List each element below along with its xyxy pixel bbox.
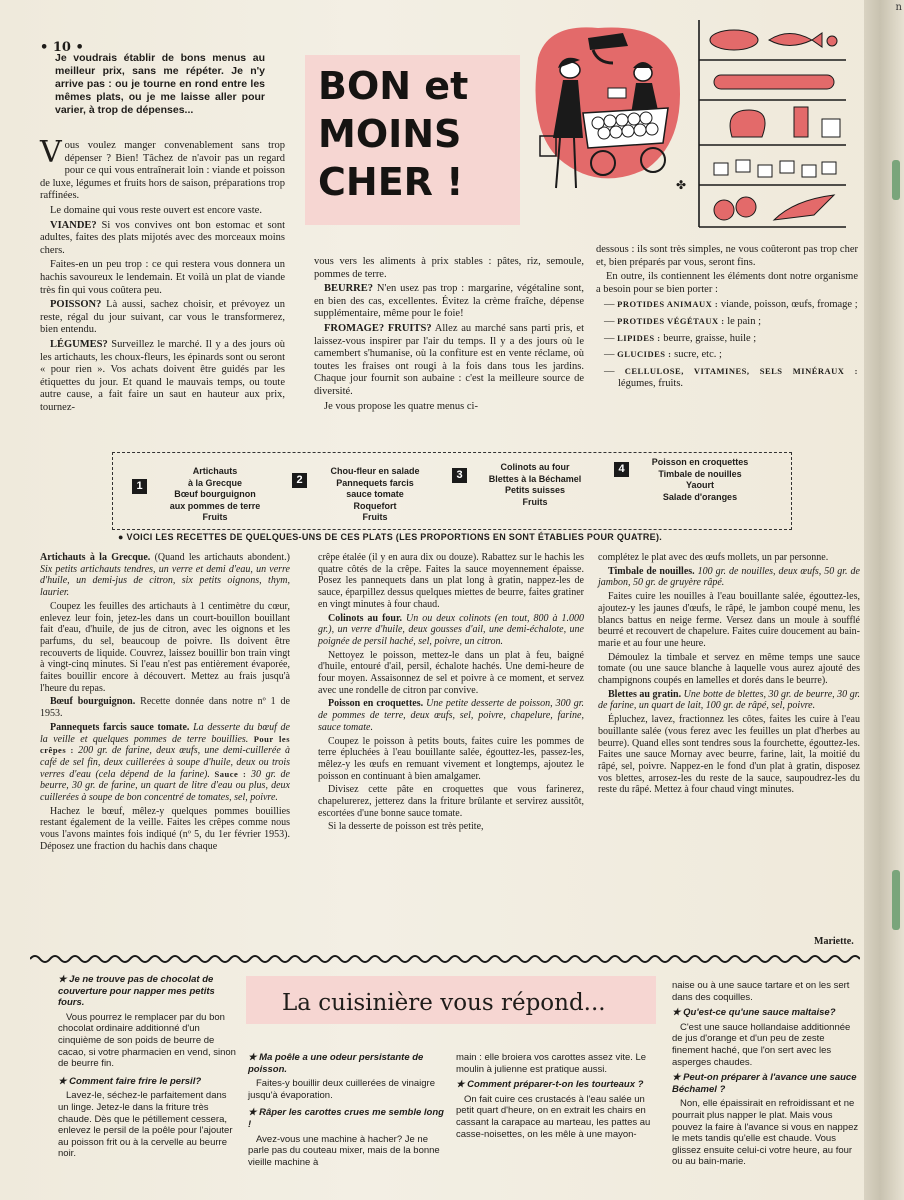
wavy-divider — [30, 952, 860, 966]
article-column-3 — [596, 244, 858, 394]
question: ★ Râper les carottes crues me semble long ! — [248, 1107, 444, 1130]
recipe-blettes: Blettes au gratin. Une botte de blettes, 30 gr. de beurre, 30 gr. de farine, un quart de lait, 100 gr. de râpé, sel, poivre. — [598, 688, 860, 712]
paragraph: crêpe étalée (il y en aura dix ou douze). Rabattez sur le hachis les quatre côtés de la crêpe. Faites la sauce moyennement épaisse. Posez les pannequets dans un plat long à gratin, nappez-les de sauce, éparpillez dessus quelques miettes de beurre, faites gratiner en vingt minutes à four chaud. — [318, 552, 584, 610]
edge-color-mark — [892, 160, 900, 200]
market-illustration — [528, 18, 688, 198]
article-column-1 — [40, 135, 285, 416]
recipe-column-1 — [40, 552, 290, 855]
answer: On fait cuire ces crustacés à l'eau salée un petit quart d'heure, on en extrait les chairs en cassant la carapace au marteau, les pattes au casse-noisettes, on les mêle à une mayon- — [456, 1093, 651, 1140]
question: ★ Qu'est-ce qu'une sauce maltaise? — [672, 1007, 836, 1019]
paragraph: VIANDE? Si vos convives ont bon estomac et sont adultes, faites des plats mijotés avec des morceaux moins chers. — [40, 219, 285, 256]
question: ★ Je ne trouve pas de chocolat de couverture pour napper mes petits fours. — [58, 974, 215, 1009]
recipe-timbale: Timbale de nouilles. 100 gr. de nouilles, deux œufs, 50 gr. de jambon, 50 gr. de gruyère râpé. — [598, 565, 860, 589]
next-page-edge — [864, 0, 904, 1200]
paragraph: FROMAGE? FRUITS? Allez au marché sans parti pris, et laissez-vous inspirer par l'air du temps. Il y a des jours où le camembert s'humanise, où la confiture est en vente réclame, où toutes les fraises ont rougi à la fois dans tous les jardins. Chaque jour fournit son aubaine : c'est la meilleure source de diversité. — [314, 322, 584, 397]
list-item: — GLUCIDES : sucre, etc. ; — [604, 349, 722, 361]
answer: Lavez-le, séchez-le parfaitement dans un linge. Jetez-le dans la friture très chaude. Dès que le pétillement cessera, enlevez le persil de la poêle pour l'ajouter au poisson frit ou à la cervelle au beurre noir. — [58, 1090, 233, 1160]
menu-number: 4 — [614, 462, 629, 477]
paragraph: Divisez cette pâte en croquettes que vous farinerez, chapelurerez, jetterez dans la friture brûlante et servirez aussitôt, escortées d'une bonne sauce tomate. — [318, 784, 584, 819]
paragraph: ous voulez manger convenablement sans trop dépenser ? Bien! Tâchez de n'avoir pas un regard pour ce qui vous entraînerait loin : viande et poisson de luxe, légumes et fruits hors de saison, préparations trop raffinées. — [40, 140, 285, 202]
paragraph: LÉGUMES? Surveillez le marché. Il y a des jours où les artichauts, les choux-fleurs, les épinards sont ou seront « pour rien ». Vos achats doivent être guidés par les étiquettes du jour. Et quand le mauvais temps, ou toute autre cause, a fait faire un saut en hauteur aux prix, tournez- — [40, 338, 285, 413]
answer: naise ou à une sauce tartare et on les sert dans des coquilles. — [672, 980, 850, 1003]
paragraph: Le domaine qui vous reste ouvert est encore vaste. — [50, 204, 262, 216]
paragraph: Si la desserte de poisson est très petite, — [328, 821, 484, 833]
food-shelf-illustration — [694, 15, 849, 230]
list-item: — LIPIDES : beurre, graisse, huile ; — [604, 332, 757, 344]
edge-letter: n — [895, 2, 902, 13]
title-line-1: BON et — [318, 64, 469, 108]
paragraph: Nettoyez le poisson, mettez-le dans un plat à feu, baigné d'huile, entouré d'ail, persil, échalote hachés. Une demi-heure de four moyen. Assaisonnez de sel et poivre à ce moment, et servez avec une rondelle de citron par convive. — [318, 649, 584, 696]
paragraph: Faites cuire les nouilles à l'eau bouillante salée, égouttez-les, ajoutez-y les jaunes d'œufs, le râpé, le jambon coupé menu, les blancs battus en neige ferme. Versez dans un moule à soufflé beurré et recouvert de chapelure. Faites cuire doucement au bain-marie et au four une heure. — [598, 591, 860, 649]
paragraph: POISSON? Là aussi, sachez choisir, et prévoyez un reste, régal du jour suivant, car vous le transformerez, bien entendu. — [40, 299, 285, 336]
edge-color-mark — [892, 870, 900, 930]
paragraph: dessous : ils sont très simples, ne vous coûteront pas trop cher et, bien préparés par vous, seront fins. — [596, 244, 858, 268]
menu-2: Chou-fleur en salade Pannequets farcis sauce tomate Roquefort Fruits — [330, 466, 420, 522]
page-number: • 10 • — [40, 40, 84, 55]
dropcap: V — [40, 135, 62, 170]
paragraph: complétez le plat avec des œufs mollets, un par personne. — [598, 552, 829, 563]
recipe-column-3 — [598, 552, 860, 798]
qa-column-3 — [456, 1052, 652, 1144]
paragraph: Coupez le poisson à petits bouts, faites cuire les pommes de terre épluchées à l'eau bouillante salée, égouttez-les, passez-les, mêlez-y les œufs en remuant vivement et longtemps, ajoutez le poisson en continuant à bien amalgamer. — [318, 735, 584, 782]
qa-column-1 — [58, 974, 238, 1164]
list-item: — PROTIDES VÉGÉTAUX : le pain ; — [604, 315, 762, 327]
nutrient-list — [596, 298, 858, 391]
paragraph: BEURRE? N'en usez pas trop : margarine, végétaline sont, en bien des cas, excellentes. Évitez la crème fraîche, dépense supplémentaire, même pour le foie! — [314, 283, 584, 320]
reply-section-title: La cuisinière vous répond... — [282, 990, 606, 1016]
author-signature: Mariette. — [814, 936, 854, 947]
recipes-heading: ● VOICI LES RECETTES DE QUELQUES-UNS DE CES PLATS (LES PROPORTIONS EN SONT ÉTABLIES POUR QUATRE). — [118, 532, 663, 542]
answer: C'est une sauce hollandaise additionnée de jus d'orange et d'un peu de zeste finement haché, que l'on sert avec les asperges chaudes. — [672, 1021, 851, 1068]
paragraph: En outre, ils contiennent les éléments dont notre organisme a besoin pour se bien porter : — [596, 271, 858, 295]
qa-column-4 — [672, 980, 862, 1172]
menu-number: 1 — [132, 479, 147, 494]
paragraph: vous vers les aliments à prix stables : pâtes, riz, semoule, pommes de terre. — [314, 256, 584, 280]
menu-4: Poisson en croquettes Timbale de nouilles Yaourt Salade d'oranges — [651, 457, 749, 502]
question: ★ Comment préparer-t-on les tourteaux ? — [456, 1079, 644, 1091]
paragraph: Je vous propose les quatre menus ci- — [324, 400, 478, 412]
list-item: — PROTIDES ANIMAUX : viande, poisson, œufs, fromage ; — [604, 299, 858, 311]
paragraph: Faites-en un peu trop : ce qui restera vous donnera un hachis savoureux le lendemain. Et voilà un plat de viande très fin qui vous coûtera peu. — [40, 259, 285, 296]
paragraph: Hachez le bœuf, mêlez-y quelques pommes bouillies restant également de la veille. Faites les crêpes comme nous vous l'avons maintes fois indiqué (nº 5, du 1er février 1953). Déposez une fraction du hachis dans chaque — [40, 805, 290, 852]
recipe-boeuf: Bœuf bourguignon. Recette donnée dans notre nº 1 de 1953. — [40, 696, 290, 720]
menu-3: Colinots au four Blettes à la Béchamel Petits suisses Fruits — [488, 462, 582, 507]
paragraph: Épluchez, lavez, fractionnez les côtes, faites les cuire à l'eau bouillante salée (vous ferez avec les feuilles un plat d'herbes au beurre). Quand elles sont tendres sous la fourchette, égouttez-les. Faites une sauce Mornay avec beurre, farine, lait, la moitié du râpé, sel, poivre. Nappez-en le fond d'un plat à gratin, disposez vos blettes, arrosez-les du reste de la sauce, saupoudrez-les du reste du râpé. Mettez à four chaud vingt minutes. — [598, 714, 860, 796]
recipe-column-2 — [318, 552, 584, 835]
paragraph: Démoulez la timbale et servez en même temps une sauce tomate (ou une sauce blanche à laquelle vous aurez ajouté des champignons coupés en lamelles et dorés dans le beurre). — [598, 651, 860, 687]
title-line-2: MOINS — [318, 112, 462, 156]
article-title — [318, 62, 518, 206]
title-line-3: CHER ! — [318, 160, 464, 204]
recipe-artichauts: Artichauts à la Grecque. (Quand les artichauts abondent.) Six petits artichauts tendres, un verre et demi d'eau, un verre d'huile, un demi-jus de citron, six petits oignons, thym, laurier. — [40, 552, 290, 599]
answer: main : elle broiera vos carottes assez vite. Le moulin à julienne est pratique aussi. — [456, 1052, 647, 1075]
intro-question: Je voudrais établir de bons menus au meilleur prix, sans me répéter. Je n'y arrive pas : ou je tourne en rond entre les mêmes plats, ou je me laisse aller pour varier, à trop de dépenses... — [55, 52, 265, 116]
answer: Faites-y bouillir deux cuillerées de vinaigre jusqu'à évaporation. — [248, 1078, 436, 1101]
question: ★ Peut-on préparer à l'avance une sauce Béchamel ? — [672, 1072, 857, 1095]
recipe-colinots: Colinots au four. Un ou deux colinots (en tout, 800 à 1.000 gr.), un verre d'huile, deux gousses d'ail, une demi-échalote, une poignée de persil haché, sel, poivre, un citron. — [318, 612, 584, 647]
question: ★ Ma poêle a une odeur persistante de poisson. — [248, 1052, 424, 1075]
menu-1: Artichauts à la Grecque Bœuf bourguignon aux pommes de terre Fruits — [169, 466, 261, 522]
star-ornament: ✤ — [676, 178, 687, 192]
qa-column-2 — [248, 1052, 444, 1172]
answer: Non, elle épaissirait en refroidissant et ne pourrait plus napper le plat. Mais vous pouvez la faire à l'avance si vous en nappez le mets tandis qu'elle est chaude. Vous glissez ensuite celui-ci votre heure, au four ou au bain-marie. — [672, 1098, 859, 1168]
article-column-2 — [314, 256, 584, 415]
menu-number: 2 — [292, 473, 307, 488]
recipe-croquettes: Poisson en croquettes. Une petite desserte de poisson, 300 gr. de pommes de terre, deux œufs, sel, poivre, chapelure, farine, sauce tomate. — [318, 698, 584, 733]
answer: Avez-vous une machine à hacher? Je ne parle pas du couteau mixer, mais de la bonne vieille machine à — [248, 1133, 440, 1168]
paragraph: Coupez les feuilles des artichauts à 1 centimètre du cœur, enlevez leur foin, jetez-les dans un court-bouillon bouillant fait d'eau, d'huile, de jus de citron, avec les oignons et les parfums, du sel, beaucoup de poivre. Ils doivent être recouverts de liquide. Couvrez, laissez bouillir bon train vingt à vingt-cinq minutes. Si l'eau n'est pas entièrement évaporée, faites bouillir encore à découvert. Mettez au frais jusqu'à l'heure du repas. — [40, 600, 290, 694]
list-item: — CELLULOSE, VITAMINES, SELS MINÉRAUX : légumes, fruits. — [604, 365, 858, 390]
answer: Vous pourrez le remplacer par du bon chocolat ordinaire additionné d'un cinquième de son poids de beurre de cacao, si votre pharmacien en vend, sinon de beurre fin. — [58, 1011, 236, 1070]
menu-number: 3 — [452, 468, 467, 483]
recipe-pannequets: Pannequets farcis sauce tomate. La desserte du bœuf de la veille et quelques pommes de terre bouillies. Pour les crêpes : 200 gr. de farine, deux œufs, une demi-cuillerée à café de sel fin, deux cuillerées à soupe d'huile, deux ou trois verres d'eau (cela dépend de la farine). Sauce : 30 gr. de beurre, 30 gr. de farine, un quart de litre d'eau ou plus, deux cuillerées à soupe de bon concentré de tomates, sel, poivre. — [40, 721, 291, 804]
question: ★ Comment faire frire le persil? — [58, 1075, 202, 1087]
